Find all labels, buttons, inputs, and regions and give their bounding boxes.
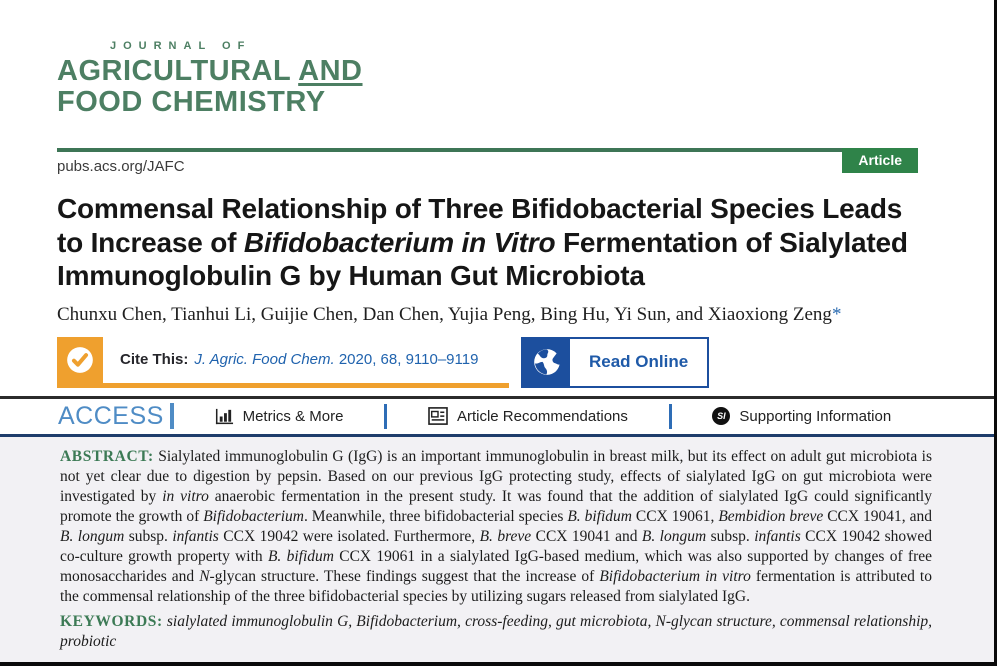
citation-reference-link[interactable]	[194, 351, 478, 368]
supporting-information-link[interactable]	[712, 407, 891, 425]
journal-logo-kicker: JOURNAL OF	[110, 40, 252, 52]
abstract-paragraph	[60, 447, 932, 607]
read-online-globe-square	[523, 339, 570, 386]
keywords-paragraph	[60, 612, 932, 652]
masthead	[0, 0, 994, 176]
citation-journal-name: J. Agric. Food Chem.	[194, 351, 335, 369]
citation-details: 2020, 68, 9110–9119	[334, 351, 479, 369]
article-recommendations-link[interactable]	[428, 407, 628, 425]
keywords-label: KEYWORDS:	[60, 612, 163, 630]
citation-row	[0, 337, 994, 388]
abstract-body: Sialylated immunoglobulin G (IgG) is an important immunoglobulin in breast milk, but its effect on adult gut microbiota is not yet clear due to digestion by pepsin. Based on our previous IgG protecting study, effects of sialylated IgG on gut microbiota were investigated by in vitro anaerobic fermentation in the present study. It was found that the addition of sialylated IgG could significantly promote the growth of Bifidobacterium. Meanwhile, three bifidobacterial species B. bifidum CCX 19061, Bembidion breve CCX 19041, and B. longum subsp. infantis CCX 19042 were isolated. Furthermore, B. breve CCX 19041 and B. longum subsp. infantis CCX 19042 showed co-culture growth property with B. bifidum CCX 19061 in a sialylated IgG-based medium, which was also supported by changes of free monosaccharides and N-glycan structure. These findings suggest that the increase of Bifidobacterium in vitro fermentation is attributed to the commensal relationship of the three bifidobacterial species by utilizing sugars released from sialylated IgG.	[60, 447, 933, 605]
masthead-rule-row	[57, 148, 932, 176]
access-bar	[0, 396, 994, 437]
cite-this-label: Cite This:	[120, 351, 189, 369]
article-title: Commensal Relationship of Three Bifidobacterial Species Leads to Increase of Bifidobacterium in Vitro Fermentation of Sialylated Immunoglobulin G by Human Gut Microbiota	[57, 193, 908, 292]
journal-logo-line2: FOOD CHEMISTRY	[57, 86, 326, 119]
author-list	[57, 304, 932, 326]
corresponding-author-mark[interactable]: *	[831, 303, 842, 325]
supporting-information-label: Supporting Information	[739, 407, 892, 425]
keywords-list: sialylated immunoglobulin G, Bifidobacterium, cross-feeding, gut microbiota, N-glycan structure, commensal relationship, probiotic	[60, 612, 933, 650]
article-type-badge: Article	[842, 148, 918, 173]
journal-logo-line1	[57, 56, 932, 87]
article-recommendations-label: Article Recommendations	[456, 407, 628, 425]
access-label: ACCESS	[58, 401, 164, 430]
journal-url-link[interactable]: pubs.acs.org/JAFC	[57, 158, 185, 176]
read-online-button[interactable]	[521, 337, 709, 388]
metrics-and-more-link[interactable]	[215, 407, 344, 426]
journal-logo-and: AND	[298, 55, 363, 87]
abstract-section	[0, 437, 994, 666]
cite-this-box	[57, 337, 509, 388]
abstract-label: ABSTRACT:	[60, 447, 154, 465]
article-recommendations-icon	[428, 407, 448, 425]
author-names: Chunxu Chen, Tianhui Li, Guijie Chen, Dan Chen, Yujia Peng, Bing Hu, Yi Sun, and Xiaoxiong Zeng	[57, 303, 832, 325]
metrics-and-more-label: Metrics & More	[242, 407, 344, 425]
access-divider	[384, 404, 387, 429]
journal-logo	[57, 40, 932, 118]
check-circle-icon	[66, 346, 94, 374]
keywords-body	[60, 613, 932, 650]
masthead-rule	[57, 148, 842, 152]
access-divider	[669, 404, 672, 429]
journal-logo-line1-main: AGRICULTURAL	[57, 55, 291, 87]
bar-chart-icon	[215, 407, 234, 426]
read-online-label: Read Online	[589, 352, 689, 372]
globe-icon	[533, 348, 561, 376]
supporting-information-icon: SI	[712, 407, 730, 425]
cite-check-square	[57, 337, 103, 383]
